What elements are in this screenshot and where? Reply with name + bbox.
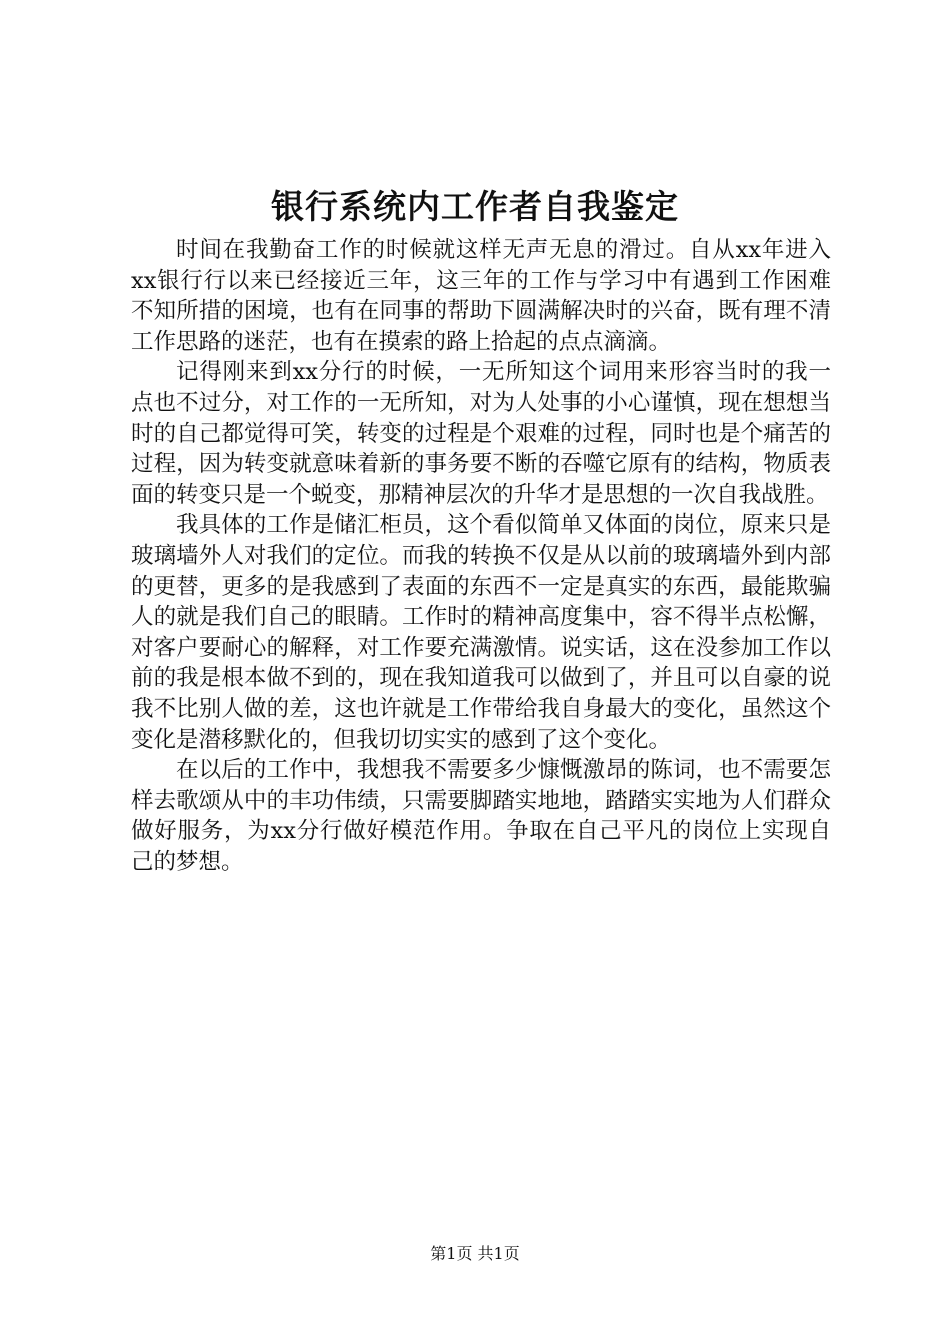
page-number-footer: 第1页 共1页: [430, 1244, 520, 1263]
paragraph-1: 时间在我勤奋工作的时候就这样无声无息的滑过。自从xx年进入xx银行行以来已经接近三年，这三年的工作与学习中有遇到工作困难不知所措的困境，也有在同事的帮助下圆满解决时的兴奋，既有理不清工作思路的迷茫，也有在摸索的路上拾起的点点滴滴。: [131, 237, 831, 355]
paragraph-2: 记得刚来到xx分行的时候，一无所知这个词用来形容当时的我一点也不过分，对工作的一无所知，对为人处事的小心谨慎，现在想想当时的自己都觉得可笑，转变的过程是个艰难的过程，同时也是个痛苦的过程，因为转变就意味着新的事务要不断的吞噬它原有的结构，物质表面的转变只是一个蜕变，那精神层次的升华才是思想的一次自我战胜。: [131, 359, 831, 508]
document-title: 银行系统内工作者自我鉴定: [271, 187, 679, 226]
document-body: [131, 235, 831, 877]
paragraph-3: 我具体的工作是储汇柜员，这个看似简单又体面的岗位，原来只是玻璃墙外人对我们的定位。而我的转换不仅是从以前的玻璃墙外到内部的更替，更多的是我感到了表面的东西不一定是真实的东西，最能欺骗人的就是我们自己的眼睛。工作时的精神高度集中，容不得半点松懈，对客户要耐心的解释，对工作要充满激情。说实话，这在没参加工作以前的我是根本做不到的，现在我知道我可以做到了，并且可以自豪的说我不比别人做的差，这也许就是工作带给我自身最大的变化，虽然这个变化是潜移默化的，但我切切实实的感到了这个变化。: [131, 512, 831, 753]
paragraph-4: 在以后的工作中，我想我不需要多少慷慨激昂的陈词，也不需要怎样去歌颂从中的丰功伟绩，只需要脚踏实地地，踏踏实实地为人们群众做好服务，为xx分行做好模范作用。争取在自己平凡的岗位上实现自己的梦想。: [131, 757, 831, 875]
